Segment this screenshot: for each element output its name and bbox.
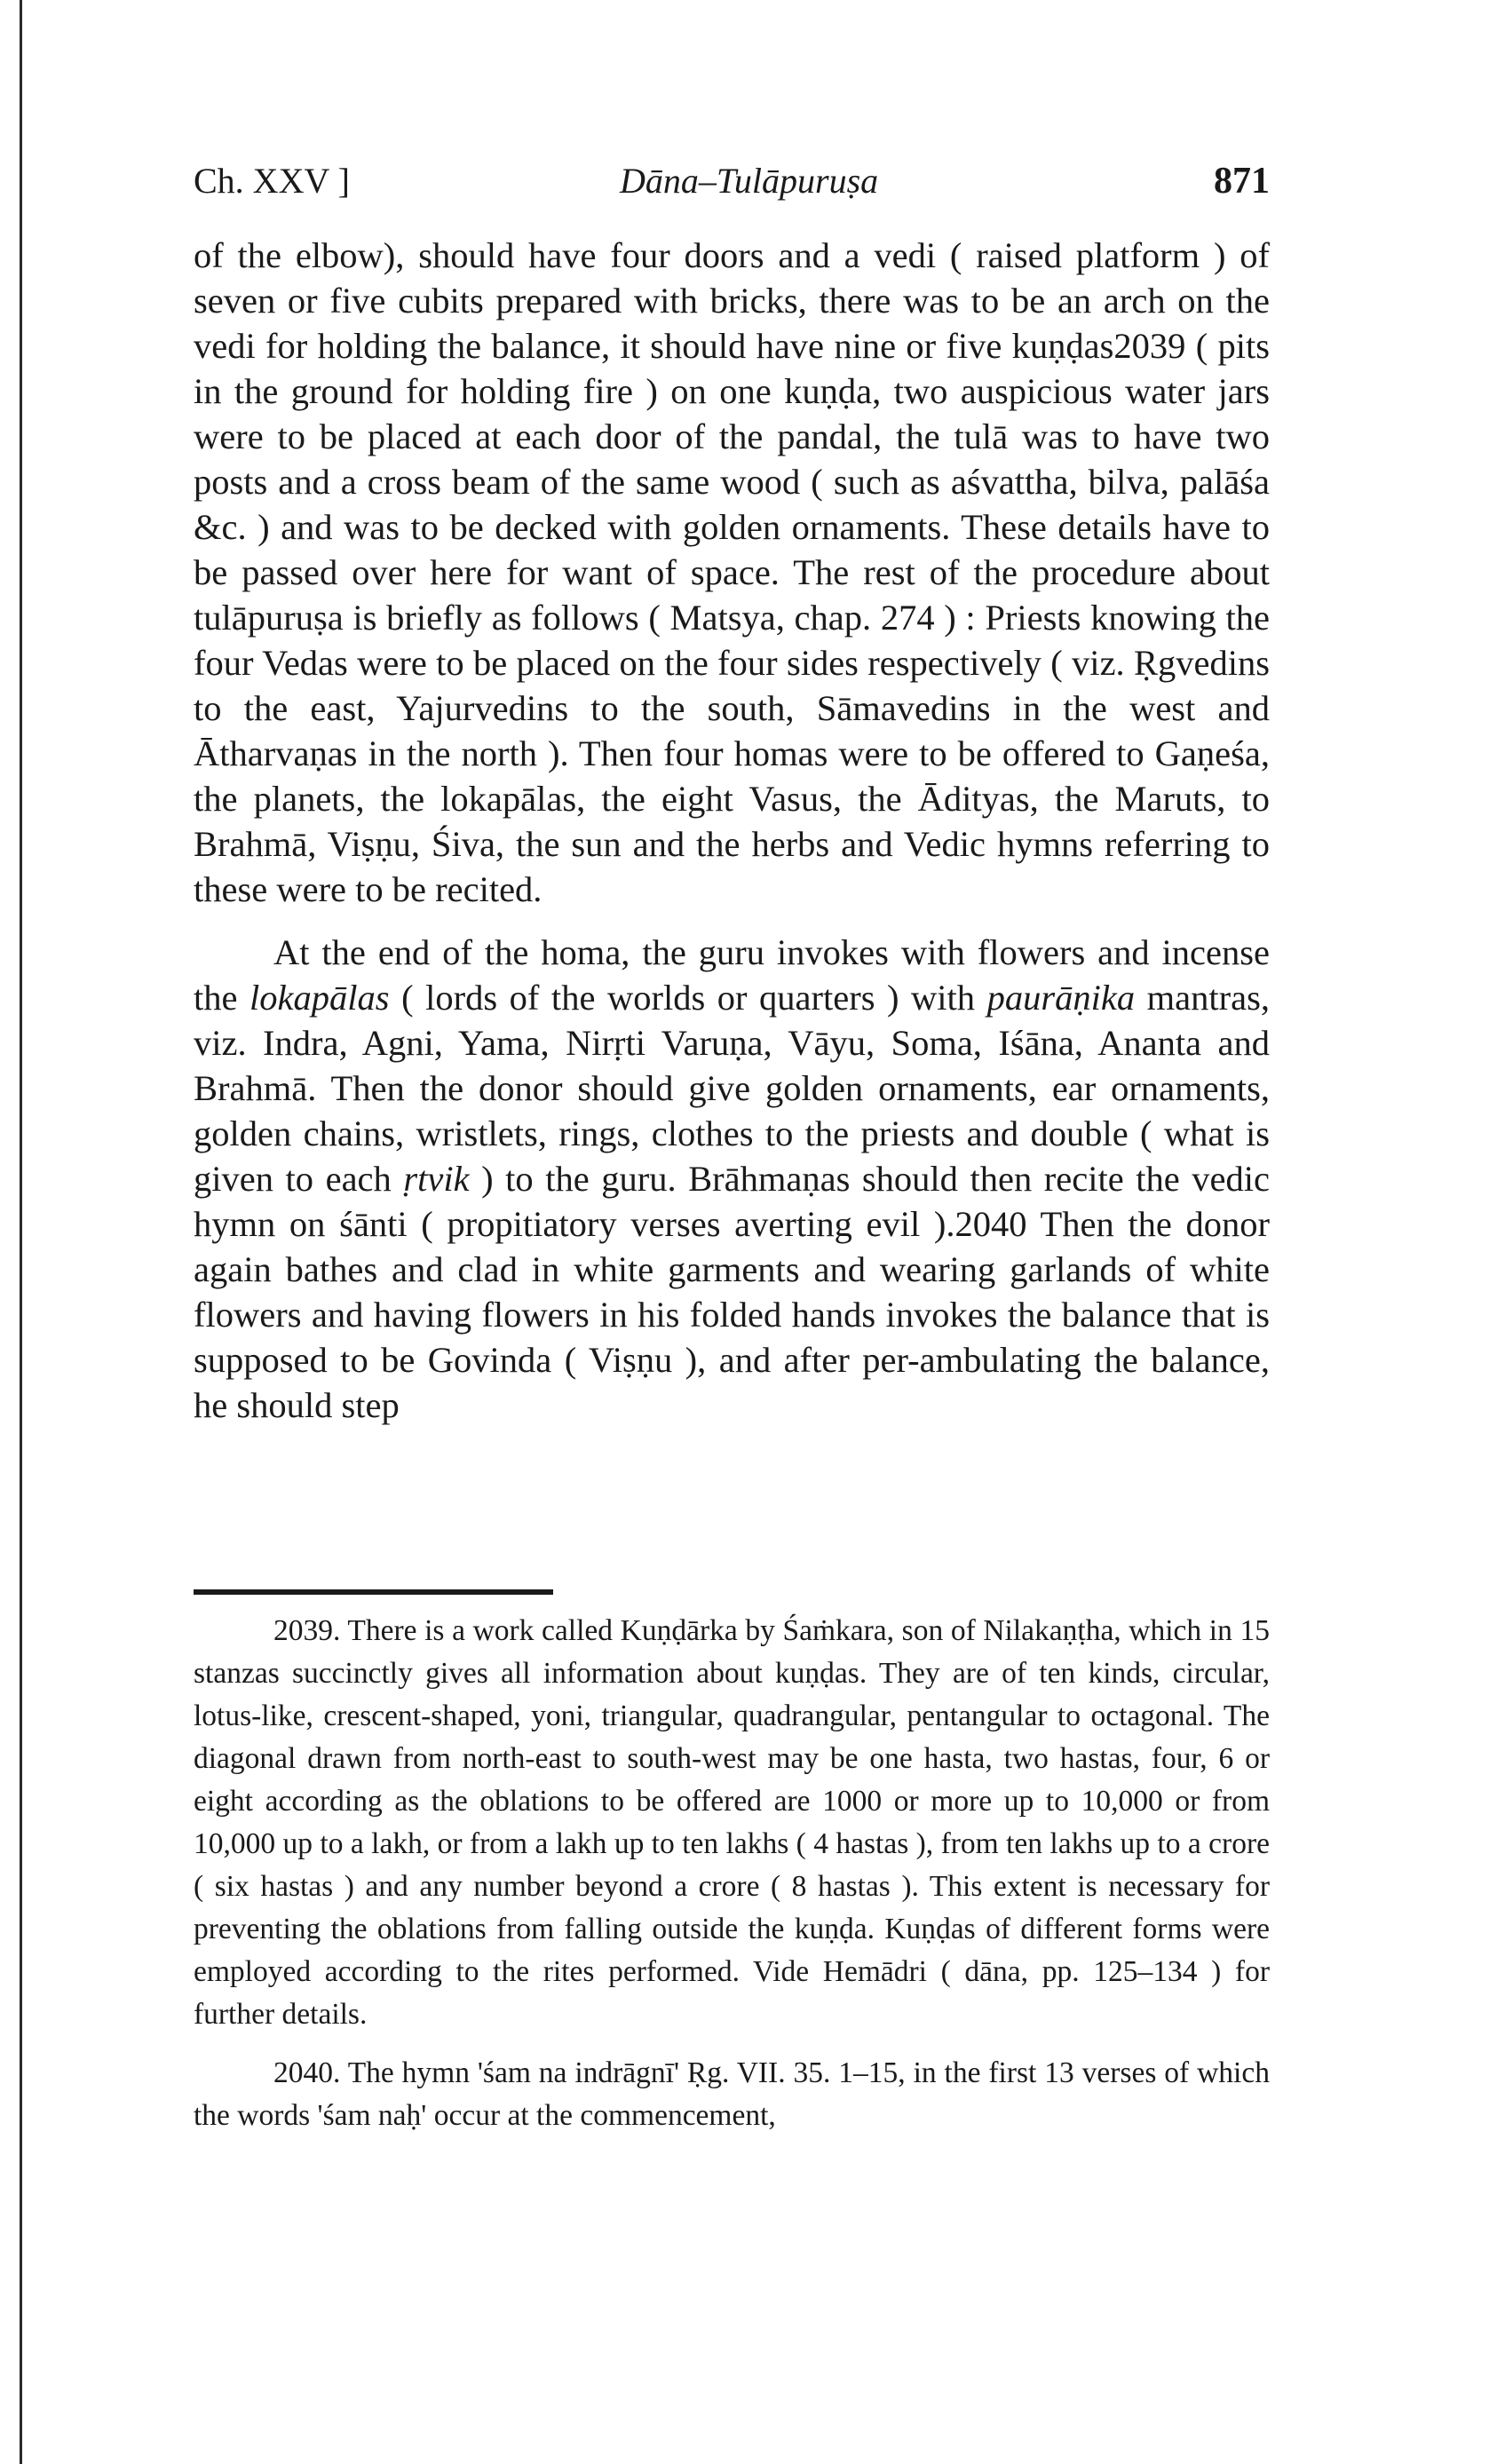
binding-edge-line bbox=[20, 0, 22, 2464]
paragraph-1: of the elbow), should have four doors and a vedi ( raised platform ) of seven or five cubits prepared with bricks, there was to be an arch on the vedi for holding the balance, it should have nine or five kuṇḍas2039 ( pits in the ground for holding fire ) on one kuṇḍa, two auspicious water jars were to be placed at each door of the pandal, the tulā was to have two posts and a cross beam of the same wood ( such as aśvattha, bilva, palāśa &c. ) and was to be decked with golden ornaments. These details have to be passed over here for want of space. The rest of the procedure about tulāpuruṣa is briefly as follows ( Matsya, chap. 274 ) : Priests knowing the four Vedas were to be placed on the four sides respectively ( viz. Ṛgvedins to the east, Yajurvedins to the south, Sāmavedins in the west and Ātharvaṇas in the north ). Then four homas were to be offered to Gaṇeśa, the planets, the lokapālas, the eight Vasus, the Ādityas, the Maruts, to Brahmā, Viṣṇu, Śiva, the sun and the herbs and Vedic hymns referring to these were to be recited. bbox=[194, 235, 1270, 909]
chapter-label: Ch. XXV ] bbox=[194, 161, 350, 201]
paragraph-2-part-a: At the end of the homa, the guru invokes with flowers and incense the bbox=[194, 932, 1270, 1018]
main-text bbox=[194, 233, 1270, 1428]
page-header bbox=[194, 160, 1270, 213]
footnote-label: 2040. bbox=[273, 2056, 341, 2089]
term-pauranika: paurāṇika bbox=[986, 978, 1136, 1018]
footnote-2040 bbox=[194, 2052, 1270, 2137]
paragraph-2-part-b: ( lords of the worlds or quarters ) with bbox=[389, 978, 987, 1018]
footnote-2039 bbox=[194, 1610, 1270, 2036]
paragraph-2 bbox=[194, 930, 1270, 1428]
paragraph-2-part-d: ) to the guru. Brāhmaṇas should then recite the vedic hymn on śānti ( propitiatory verses averting evil ).2040 Then the donor again bathes and clad in white garments and wearing garlands of white flowers and having flowers in his folded hands invokes the balance that is supposed to be Govinda ( Viṣṇu ), and after per-ambulating the balance, he should step bbox=[194, 1159, 1270, 1425]
footnotes bbox=[194, 1610, 1270, 2137]
running-title: Dāna–Tulāpuruṣa bbox=[620, 161, 879, 201]
term-rtvik: ṛtvik bbox=[403, 1159, 470, 1199]
page-number: 871 bbox=[1214, 161, 1270, 202]
footnote-text: The hymn 'śam na indrāgnī' Ṛg. VII. 35. 1–15, in the first 13 verses of which the words 'śam naḥ' occur at the commencement, bbox=[194, 2056, 1270, 2132]
paragraph-2-part-c: mantras, viz. Indra, Agni, Yama, Nirṛti Varuṇa, Vāyu, Soma, Iśāna, Ananta and Brahmā. Then the donor should give golden ornaments, ear ornaments, golden chains, wristlets, rings, clothes to the priests and double ( what is given to each bbox=[194, 978, 1270, 1199]
footnote-label: 2039. bbox=[273, 1614, 341, 1647]
footnote-separator bbox=[194, 1589, 553, 1595]
footnote-text: There is a work called Kuṇḍārka by Śaṁkara, son of Nilakaṇṭha, which in 15 stanzas succinctly gives all information about kuṇḍas. They are of ten kinds, circular, lotus-like, crescent-shaped, yoni, triangular, quadrangular, pentangular to octagonal. The diagonal drawn from north-east to south-west may be one hasta, two hastas, four, 6 or eight according as the oblations to be offered are 1000 or more up to 10,000 or from 10,000 up to a lakh, or from a lakh up to ten lakhs ( 4 hastas ), from ten lakhs up to a crore ( six hastas ) and any number beyond a crore ( 8 hastas ). This extent is necessary for preventing the oblations from falling outside the kuṇḍa. Kuṇḍas of different forms were employed according to the rites performed. Vide Hemādri ( dāna, pp. 125–134 ) for further details. bbox=[194, 1614, 1270, 2031]
term-lokapalas: lokapālas bbox=[249, 978, 390, 1018]
